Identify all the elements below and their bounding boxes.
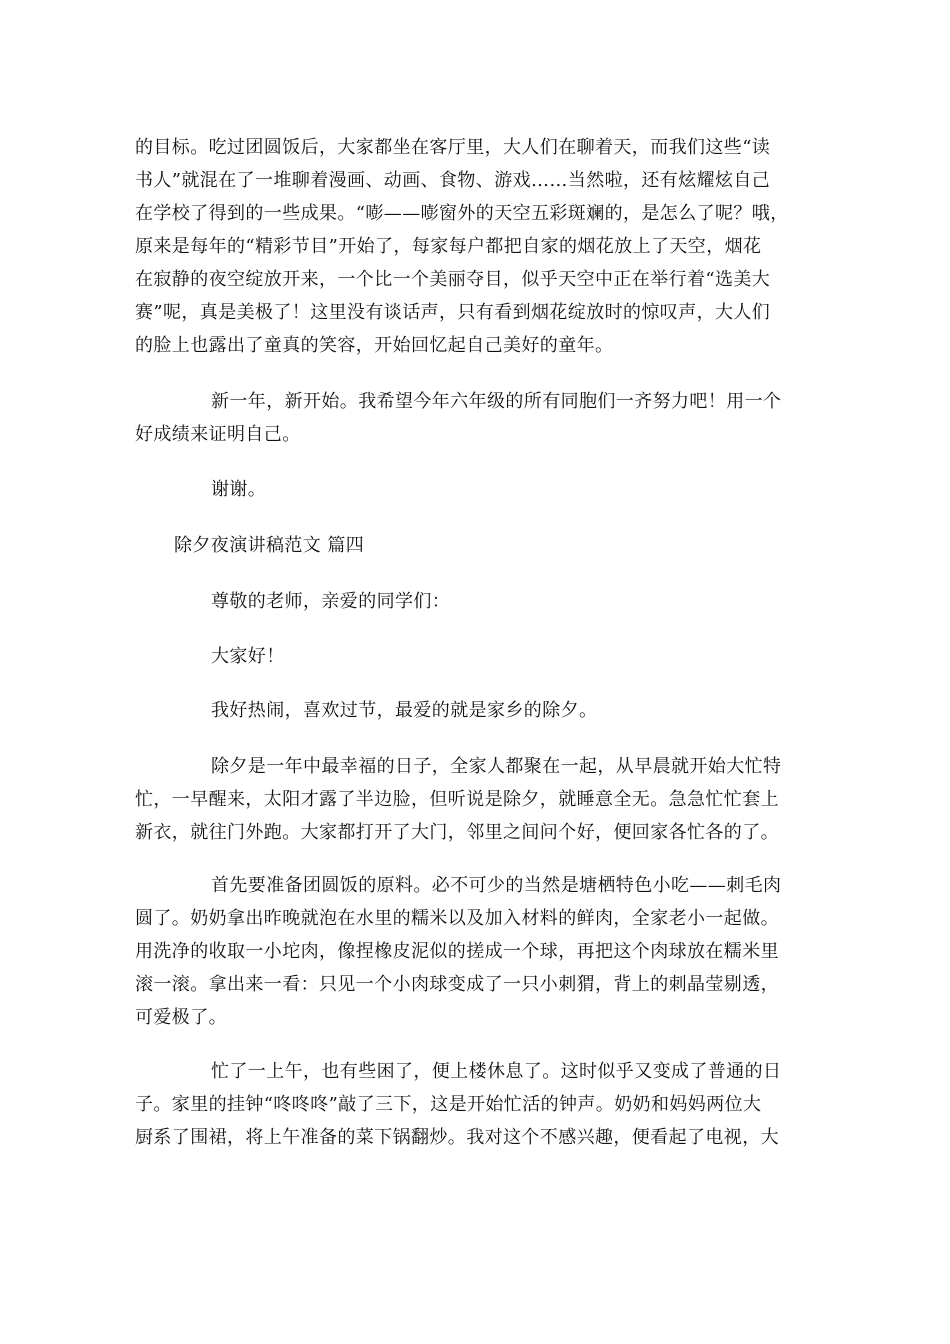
text-line	[135, 385, 815, 418]
text-line	[135, 869, 815, 902]
text-line-content: 忙了一上午，也有些困了，便上楼休息了。这时似乎又变成了普通的日	[211, 1061, 782, 1082]
text-line	[135, 640, 815, 673]
text-line-content: 首先要准备团圆饭的原料。必不可少的当然是塘栖特色小吃——刺毛肉	[211, 875, 782, 896]
text-line: 可爱极了。	[135, 1007, 227, 1028]
text-line: 在寂静的夜空绽放开来，一个比一个美丽夺目，似乎天空中正在举行着“选美大	[135, 269, 771, 290]
text-line: 原来是每年的“精彩节目”开始了，每家每户都把自家的烟花放上了天空，烟花	[135, 236, 762, 257]
text-line	[135, 585, 815, 618]
text-line: 的脸上也露出了童真的笑容，开始回忆起自己美好的童年。	[135, 335, 614, 356]
text-line: 好成绩来证明自己。	[135, 424, 301, 445]
text-line	[135, 750, 815, 783]
paragraph-intro	[135, 694, 815, 727]
paragraph-salutation	[135, 585, 815, 618]
text-line	[135, 694, 815, 727]
text-line: 的目标。吃过团圆饭后，大家都坐在客厅里，大人们在聊着天，而我们这些“读	[135, 137, 771, 158]
text-line	[135, 473, 815, 506]
text-line: 厨系了围裙，将上午准备的菜下锅翻炒。我对这个不感兴趣，便看起了电视，大	[135, 1127, 779, 1148]
text-line-content: 我好热闹，喜欢过节，最爱的就是家乡的除夕。	[211, 700, 598, 721]
text-line: 在学校了得到的一些成果。“嘭——嘭窗外的天空五彩斑斓的，是怎么了呢？哦，	[135, 203, 789, 224]
text-line: 用洗净的收取一小坨肉，像捏橡皮泥似的搓成一个球，再把这个肉球放在糯米里	[135, 941, 779, 962]
text-line: 书人”就混在了一堆聊着漫画、动画、食物、游戏……当然啦，还有炫耀炫自己	[135, 170, 771, 191]
text-line-content: 除夕是一年中最幸福的日子，全家人都聚在一起，从早晨就开始大忙特	[211, 756, 782, 777]
text-line: 忙，一早醒来，太阳才露了半边脸，但听说是除夕，就睡意全无。急急忙忙套上	[135, 789, 779, 810]
paragraph-meatballs	[135, 869, 815, 1034]
text-line: 新衣，就往门外跑。大家都打开了大门，邻里之间问个好，便回家各忙各的了。	[135, 822, 779, 843]
paragraph-greeting	[135, 640, 815, 673]
paragraph-thanks	[135, 473, 815, 506]
paragraph-new-years-eve-morning	[135, 750, 815, 849]
text-line: 圆了。奶奶拿出昨晚就泡在水里的糯米以及加入材料的鲜肉，全家老小一起做。	[135, 908, 779, 929]
paragraph-family-dinner	[135, 131, 815, 362]
section-heading: 除夕夜演讲稿范文 篇四	[174, 535, 365, 556]
text-line-content: 新一年，新开始。我希望今年六年级的所有同胞们一齐努力吧！用一个	[211, 391, 782, 412]
text-line: 滚一滚。拿出来一看：只见一个小肉球变成了一只小刺猬，背上的刺晶莹剔透，	[135, 974, 779, 995]
text-line-content: 大家好！	[211, 646, 285, 667]
text-line: 赛”呢，真是美极了！这里没有谈话声，只有看到烟花绽放时的惊叹声，大人们	[135, 302, 771, 323]
paragraph-new-year-wish	[135, 385, 815, 451]
text-line: 子。家里的挂钟“咚咚咚”敲了三下，这是开始忙活的钟声。奶奶和妈妈两位大	[135, 1094, 762, 1115]
text-line-content: 谢谢。	[211, 479, 267, 500]
paragraph-afternoon	[135, 1055, 815, 1154]
text-line-content: 尊敬的老师，亲爱的同学们：	[211, 591, 451, 612]
text-line	[135, 1055, 815, 1088]
